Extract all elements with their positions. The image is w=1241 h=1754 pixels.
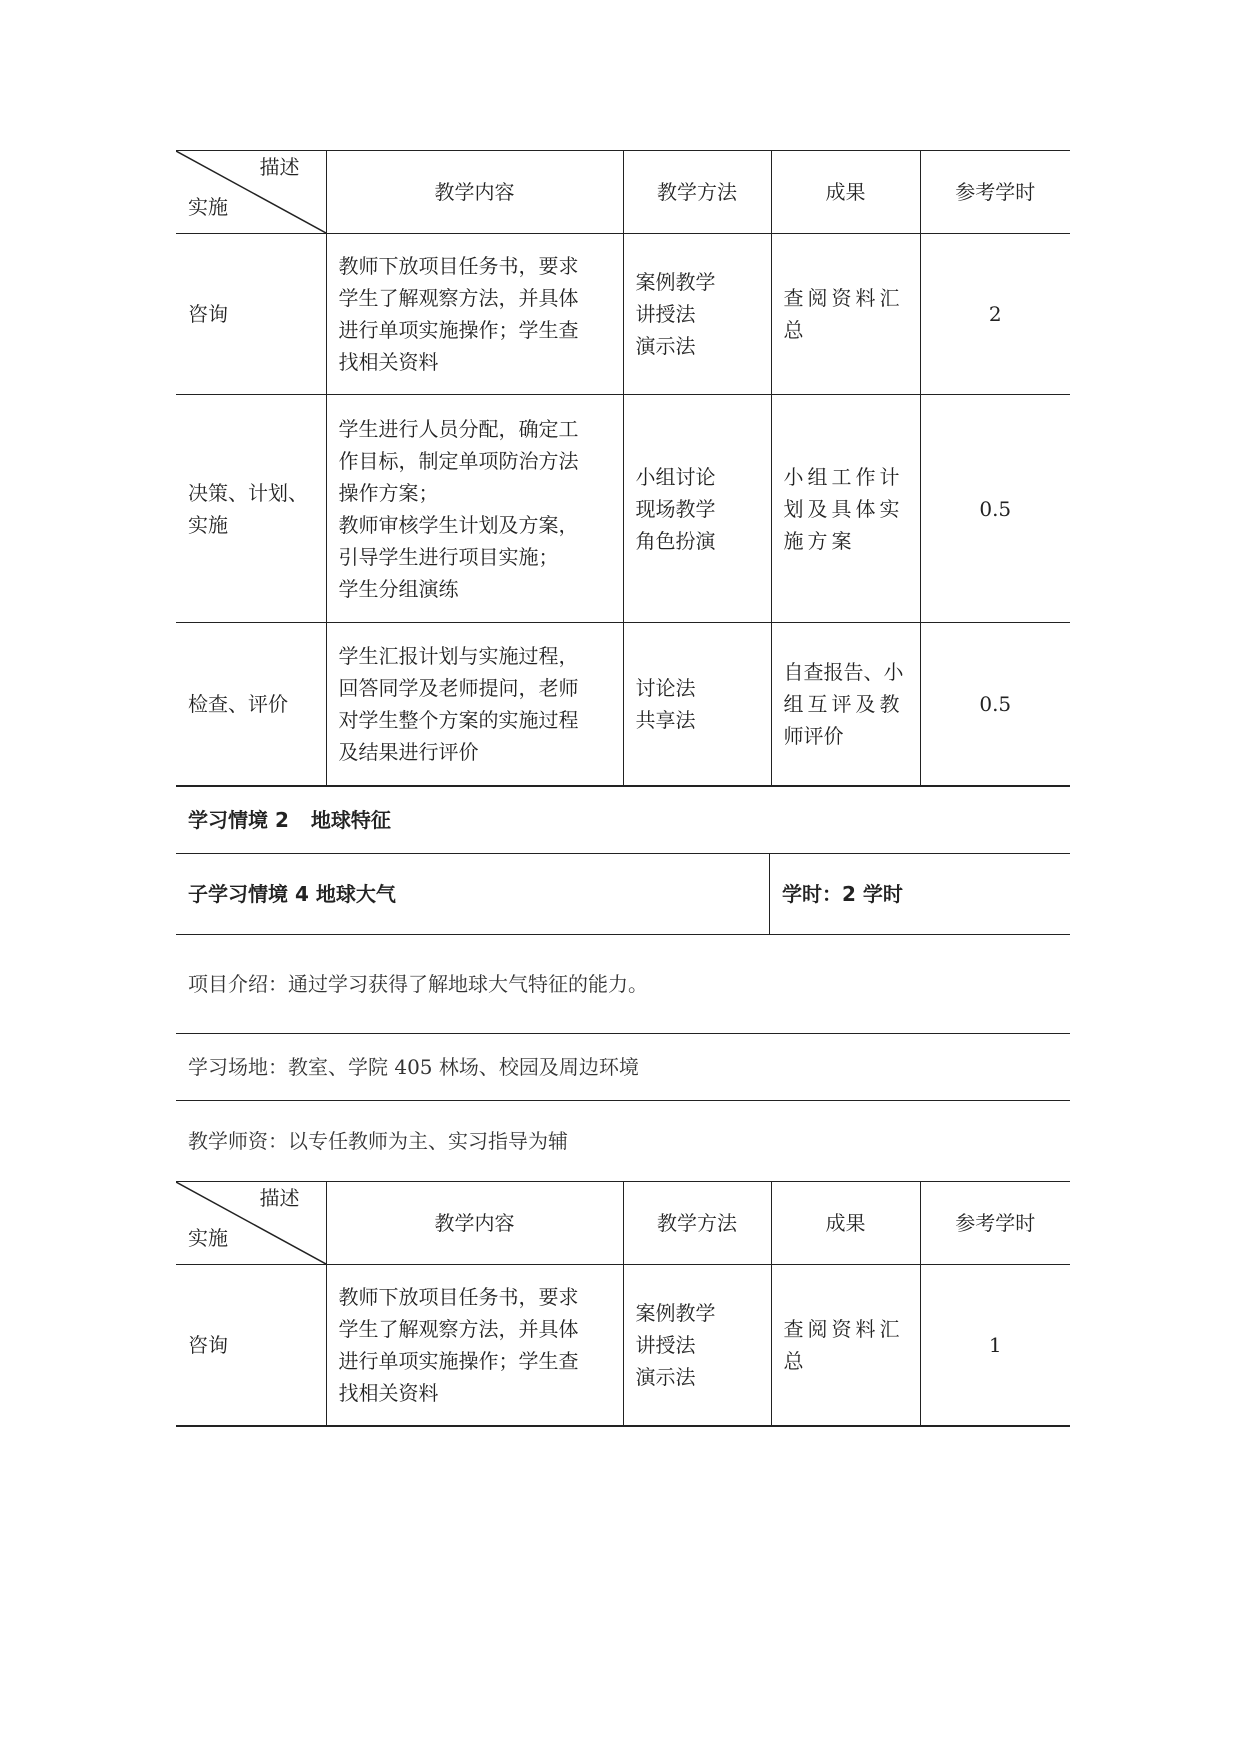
content-line: 学生了解观察方法，并具体 bbox=[338, 286, 579, 310]
result-line: 师评价 bbox=[783, 723, 844, 748]
hours-cell: 0.5 bbox=[920, 623, 1070, 786]
result-line: 组互评及教 bbox=[783, 691, 904, 716]
content-line: 学生了解观察方法，并具体 bbox=[338, 1316, 579, 1341]
table-row bbox=[176, 234, 1070, 395]
content-line: 学生分组演练 bbox=[338, 576, 459, 601]
phase-cell bbox=[176, 395, 326, 623]
method-cell bbox=[623, 234, 771, 395]
result-line: 施方案 bbox=[783, 528, 856, 553]
method-line: 讲授法 bbox=[635, 302, 696, 326]
method-cell bbox=[623, 1264, 771, 1426]
method-line: 角色扮演 bbox=[635, 528, 716, 553]
result-line: 查阅资料汇 bbox=[783, 286, 904, 310]
document-page bbox=[176, 150, 1070, 1427]
result-cell bbox=[771, 623, 920, 786]
diag-top-label: 描述 bbox=[259, 155, 300, 179]
header-result: 成果 bbox=[771, 1181, 920, 1264]
result-line: 总 bbox=[783, 318, 808, 342]
hours-cell: 0.5 bbox=[920, 395, 1070, 623]
phase-text: 实施 bbox=[188, 512, 228, 537]
content-line: 引导学生进行项目实施； bbox=[338, 544, 559, 569]
method-line: 小组讨论 bbox=[635, 464, 716, 489]
content-line: 教师下放项目任务书，要求 bbox=[338, 254, 579, 278]
result-line: 自查报告、小 bbox=[783, 659, 904, 684]
method-cell bbox=[623, 395, 771, 623]
method-line: 现场教学 bbox=[635, 496, 716, 521]
teaching-staff: 教学师资：以专任教师为主、实习指导为辅 bbox=[188, 1128, 568, 1153]
phase-text: 咨询 bbox=[188, 1332, 228, 1357]
result-cell bbox=[771, 1264, 920, 1426]
table-row bbox=[176, 395, 1070, 623]
content-line: 作目标，制定单项防治方法 bbox=[338, 448, 579, 473]
diag-bottom-label: 实施 bbox=[188, 195, 228, 219]
result-line: 查阅资料汇 bbox=[783, 1316, 904, 1341]
table-header-row bbox=[176, 151, 1070, 234]
result-cell bbox=[771, 234, 920, 395]
method-line: 演示法 bbox=[635, 1364, 696, 1389]
content-line: 教师审核学生计划及方案， bbox=[338, 512, 579, 537]
table-row bbox=[176, 623, 1070, 786]
method-line: 共享法 bbox=[635, 707, 696, 732]
result-line: 小组工作计 bbox=[783, 464, 904, 489]
content-line: 学生汇报计划与实施过程， bbox=[338, 643, 579, 668]
content-cell bbox=[326, 623, 623, 786]
learning-venue: 学习场地：教室、学院 405 林场、校园及周边环境 bbox=[176, 1034, 1070, 1101]
hours-cell: 2 bbox=[920, 234, 1070, 395]
header-hours: 参考学时 bbox=[920, 1181, 1070, 1264]
phase-cell bbox=[176, 1264, 326, 1426]
table-header-row bbox=[176, 1181, 1070, 1264]
sub-situation-bar bbox=[176, 853, 1070, 935]
content-line: 回答同学及老师提问，老师 bbox=[338, 675, 579, 700]
result-cell bbox=[771, 395, 920, 623]
diag-top-label: 描述 bbox=[259, 1185, 300, 1210]
diagonal-header-cell bbox=[176, 1181, 326, 1264]
content-line: 操作方案； bbox=[338, 480, 439, 505]
method-line: 讲授法 bbox=[635, 1332, 696, 1357]
header-hours: 参考学时 bbox=[920, 151, 1070, 234]
content-line: 进行单项实施操作；学生查 bbox=[338, 1348, 579, 1373]
phase-text: 检查、评价 bbox=[188, 691, 288, 716]
phase-text: 咨询 bbox=[188, 302, 228, 326]
phase-cell bbox=[176, 234, 326, 395]
header-method: 教学方法 bbox=[623, 151, 771, 234]
content-line: 找相关资料 bbox=[338, 350, 439, 374]
method-cell bbox=[623, 623, 771, 786]
result-line: 总 bbox=[783, 1348, 808, 1373]
content-line: 对学生整个方案的实施过程 bbox=[338, 707, 579, 732]
section-label: 学习情境 2 bbox=[188, 807, 289, 832]
header-content: 教学内容 bbox=[326, 151, 623, 234]
content-cell bbox=[326, 395, 623, 623]
header-content: 教学内容 bbox=[326, 1181, 623, 1264]
result-line: 划及具体实 bbox=[783, 496, 904, 521]
content-cell bbox=[326, 1264, 623, 1426]
header-result: 成果 bbox=[771, 151, 920, 234]
diagonal-header-cell bbox=[176, 151, 326, 234]
teaching-plan-table-2 bbox=[176, 1181, 1070, 1427]
method-line: 演示法 bbox=[635, 334, 696, 358]
method-line: 讨论法 bbox=[635, 675, 696, 700]
diag-bottom-label: 实施 bbox=[188, 1225, 228, 1250]
sub-situation-hours: 学时：2 学时 bbox=[782, 881, 903, 906]
phase-text: 决策、计划、 bbox=[188, 480, 308, 505]
sub-situation-title: 子学习情境 4 地球大气 bbox=[176, 854, 770, 934]
section-title bbox=[176, 787, 1070, 853]
method-line: 案例教学 bbox=[635, 270, 716, 294]
content-line: 及结果进行评价 bbox=[338, 739, 479, 764]
project-intro: 项目介绍：通过学习获得了解地球大气特征的能力。 bbox=[176, 935, 1070, 1034]
table-row bbox=[176, 1264, 1070, 1426]
section-name: 地球特征 bbox=[310, 807, 391, 832]
header-method: 教学方法 bbox=[623, 1181, 771, 1264]
content-line: 教师下放项目任务书，要求 bbox=[338, 1284, 579, 1309]
content-line: 学生进行人员分配，确定工 bbox=[338, 416, 579, 441]
hours-cell: 1 bbox=[920, 1264, 1070, 1426]
content-cell bbox=[326, 234, 623, 395]
content-line: 进行单项实施操作；学生查 bbox=[338, 318, 579, 342]
content-line: 找相关资料 bbox=[338, 1380, 439, 1405]
phase-cell bbox=[176, 623, 326, 786]
teaching-plan-table-1 bbox=[176, 150, 1070, 787]
method-line: 案例教学 bbox=[635, 1300, 716, 1325]
